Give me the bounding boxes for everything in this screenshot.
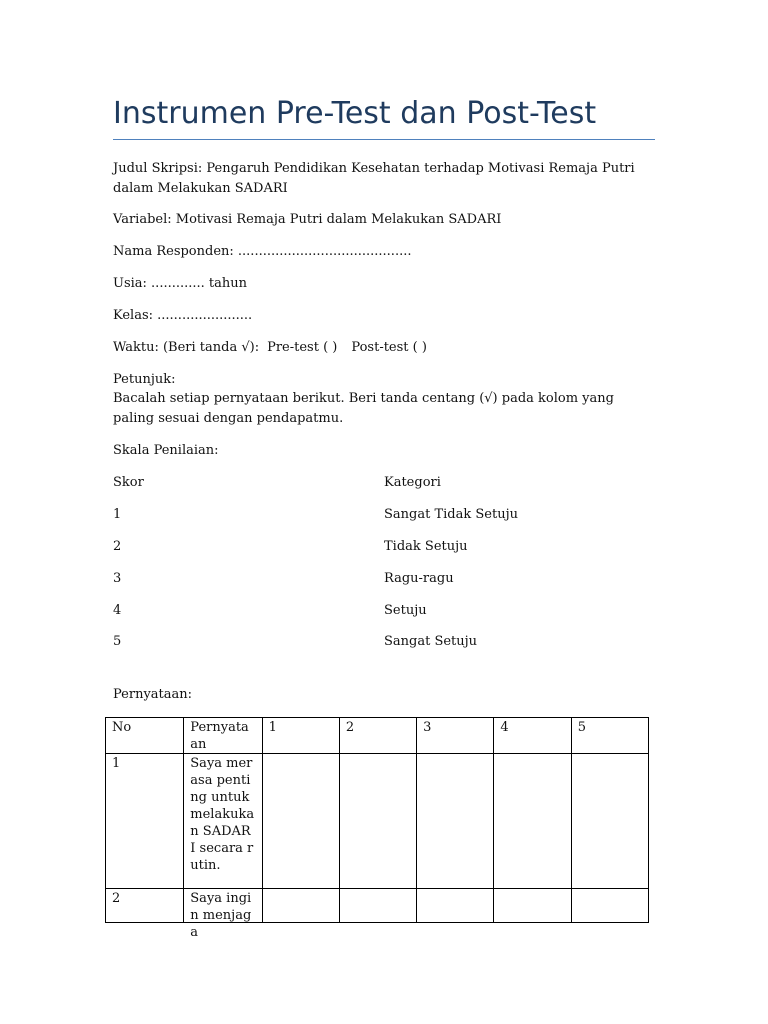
row-statement: Saya merasa penting untuk melakukan SADARI secara rutin. <box>184 754 262 889</box>
header-no: No <box>106 718 184 754</box>
skala-kategori: Setuju <box>384 603 427 618</box>
skala-header-kategori: Kategori <box>384 475 441 490</box>
pernyataan-table <box>105 717 649 940</box>
header-score-3: 3 <box>417 718 494 754</box>
row-no: 2 <box>106 889 184 923</box>
judul-skripsi: Judul Skripsi: Pengaruh Pendidikan Kesehatan terhadap Motivasi Remaja Putri dalam Melakukan SADARI <box>113 161 635 196</box>
answer-cell-4[interactable] <box>494 754 571 889</box>
skala-skor: 1 <box>113 507 122 522</box>
page-title: Instrumen Pre-Test dan Post-Test <box>113 96 597 131</box>
kelas-line: Kelas: ....................... <box>113 308 253 323</box>
header-score-2: 2 <box>339 718 416 754</box>
skala-kategori: Tidak Setuju <box>384 539 468 554</box>
skala-row <box>113 569 658 589</box>
skala-label: Skala Penilaian: <box>113 443 219 458</box>
skala-skor: 3 <box>113 571 122 586</box>
answer-cell-4[interactable] <box>494 889 571 923</box>
skala-row <box>113 601 658 621</box>
variabel-line: Variabel: Motivasi Remaja Putri dalam Melakukan SADARI <box>113 212 502 227</box>
answer-cell-2[interactable] <box>339 889 416 923</box>
petunjuk-label: Petunjuk: <box>113 372 176 387</box>
table-header-row <box>106 718 649 754</box>
posttest-option: Post-test ( ) <box>351 340 427 355</box>
table-row <box>106 889 649 923</box>
skala-skor: 4 <box>113 603 122 618</box>
table-row <box>106 754 649 889</box>
header-score-1: 1 <box>262 718 339 754</box>
pretest-option: Pre-test ( ) <box>267 340 338 355</box>
answer-cell-5[interactable] <box>571 754 648 889</box>
header-pernyataan: Pernyataan <box>184 718 262 754</box>
row-no: 1 <box>106 754 184 889</box>
skala-kategori: Ragu-ragu <box>384 571 454 586</box>
answer-cell-3[interactable] <box>417 889 494 923</box>
skala-row <box>113 632 658 652</box>
skala-kategori: Sangat Setuju <box>384 634 478 649</box>
title-underline <box>113 139 655 140</box>
answer-cell-5[interactable] <box>571 889 648 923</box>
skala-skor: 5 <box>113 634 122 649</box>
skala-row <box>113 537 658 557</box>
waktu-label: Waktu: (Beri tanda √): <box>113 340 260 355</box>
usia-line: Usia: ............. tahun <box>113 276 247 291</box>
answer-cell-3[interactable] <box>417 754 494 889</box>
skala-header-skor: Skor <box>113 475 144 490</box>
answer-cell-1[interactable] <box>262 889 339 923</box>
row-statement: Saya ingin menjaga <box>190 891 252 940</box>
skala-kategori: Sangat Tidak Setuju <box>384 507 518 522</box>
answer-cell-1[interactable] <box>262 754 339 889</box>
row-statement-cell <box>184 889 262 940</box>
header-score-4: 4 <box>494 718 571 754</box>
skala-row <box>113 505 658 525</box>
answer-cell-2[interactable] <box>339 754 416 889</box>
skala-header-row <box>113 473 658 493</box>
nama-responden-line: Nama Responden: .......................................... <box>113 244 412 259</box>
waktu-line <box>113 338 658 358</box>
skala-skor: 2 <box>113 539 122 554</box>
header-score-5: 5 <box>571 718 648 754</box>
petunjuk-text: Bacalah setiap pernyataan berikut. Beri tanda centang (√) pada kolom yang paling sesuai dengan pendapatmu. <box>113 391 614 426</box>
pernyataan-label: Pernyataan: <box>113 687 193 702</box>
